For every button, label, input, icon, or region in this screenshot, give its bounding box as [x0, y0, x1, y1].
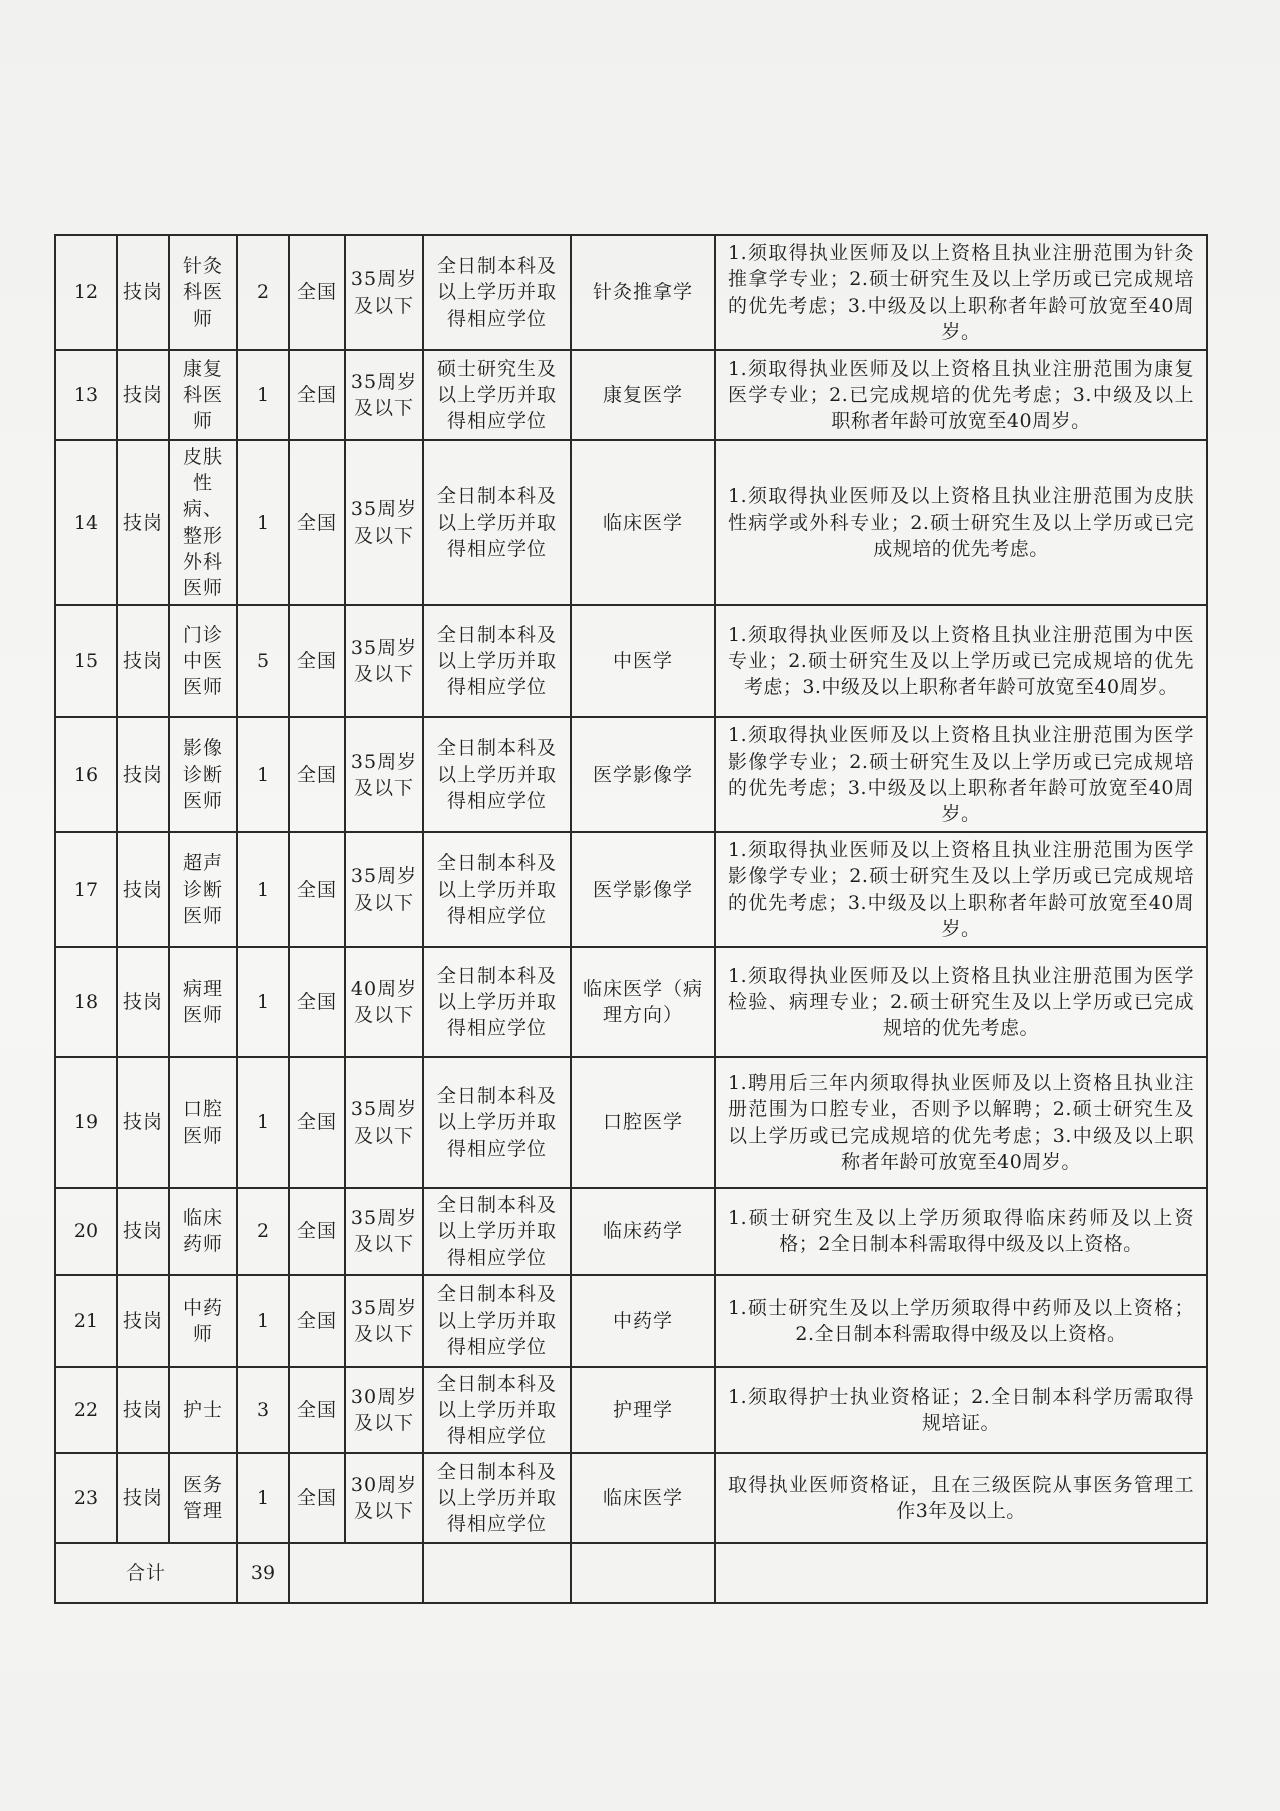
other-requirements: 1.须取得执业医师及以上资格且执业注册范围为康复医学专业；2.已完成规培的优先考虑；3.中级及以上职称者年龄可放宽至40周岁。 — [715, 350, 1207, 440]
post-type: 技岗 — [117, 947, 169, 1057]
empty-cell — [289, 1543, 423, 1603]
age-limit: 30周岁及以下 — [345, 1367, 423, 1454]
position-name: 口腔医师 — [169, 1057, 237, 1188]
row-number: 14 — [55, 440, 117, 605]
age-limit: 30周岁及以下 — [345, 1453, 423, 1543]
hire-count: 3 — [237, 1367, 289, 1454]
position-name: 中药师 — [169, 1275, 237, 1367]
total-row — [55, 1543, 1207, 1603]
major: 临床医学（病理方向） — [571, 947, 715, 1057]
recruit-scope: 全国 — [289, 717, 345, 832]
recruit-scope: 全国 — [289, 1188, 345, 1275]
age-limit: 35周岁及以下 — [345, 1057, 423, 1188]
table-row — [55, 1367, 1207, 1454]
age-limit: 35周岁及以下 — [345, 717, 423, 832]
row-number: 19 — [55, 1057, 117, 1188]
recruitment-table — [54, 234, 1208, 1604]
recruit-scope: 全国 — [289, 605, 345, 717]
education-requirement: 全日制本科及以上学历并取得相应学位 — [423, 605, 571, 717]
post-type: 技岗 — [117, 717, 169, 832]
row-number: 20 — [55, 1188, 117, 1275]
education-requirement: 全日制本科及以上学历并取得相应学位 — [423, 1275, 571, 1367]
table-row — [55, 1275, 1207, 1367]
other-requirements: 1.须取得执业医师及以上资格且执业注册范围为医学影像学专业；2.硕士研究生及以上学历或已完成规培的优先考虑；3.中级及以上职称者年龄可放宽至40周岁。 — [715, 717, 1207, 832]
empty-cell — [423, 1543, 571, 1603]
recruit-scope: 全国 — [289, 235, 345, 350]
row-number: 22 — [55, 1367, 117, 1454]
age-limit: 40周岁及以下 — [345, 947, 423, 1057]
position-name: 门诊中医医师 — [169, 605, 237, 717]
table-row — [55, 717, 1207, 832]
other-requirements: 1.须取得执业医师及以上资格且执业注册范围为医学影像学专业；2.硕士研究生及以上学历或已完成规培的优先考虑；3.中级及以上职称者年龄可放宽至40周岁。 — [715, 832, 1207, 947]
recruit-scope: 全国 — [289, 832, 345, 947]
age-limit: 35周岁及以下 — [345, 440, 423, 605]
empty-cell — [715, 1543, 1207, 1603]
position-name: 医务管理 — [169, 1453, 237, 1543]
hire-count: 5 — [237, 605, 289, 717]
hire-count: 1 — [237, 1057, 289, 1188]
total-count: 39 — [237, 1543, 289, 1603]
other-requirements: 1.须取得执业医师及以上资格且执业注册范围为皮肤性病学或外科专业；2.硕士研究生及以上学历或已完成规培的优先考虑。 — [715, 440, 1207, 605]
hire-count: 1 — [237, 1453, 289, 1543]
recruit-scope: 全国 — [289, 350, 345, 440]
major: 医学影像学 — [571, 717, 715, 832]
other-requirements: 1.聘用后三年内须取得执业医师及以上资格且执业注册范围为口腔专业，否则予以解聘；2.硕士研究生及以上学历或已完成规培的优先考虑；3.中级及以上职称者年龄可放宽至40周岁。 — [715, 1057, 1207, 1188]
table-row — [55, 832, 1207, 947]
other-requirements: 1.硕士研究生及以上学历须取得中药师及以上资格；2.全日制本科需取得中级及以上资格。 — [715, 1275, 1207, 1367]
education-requirement: 全日制本科及以上学历并取得相应学位 — [423, 1367, 571, 1454]
other-requirements: 1.硕士研究生及以上学历须取得临床药师及以上资格；2全日制本科需取得中级及以上资格。 — [715, 1188, 1207, 1275]
education-requirement: 全日制本科及以上学历并取得相应学位 — [423, 1057, 571, 1188]
age-limit: 35周岁及以下 — [345, 235, 423, 350]
other-requirements: 1.须取得执业医师及以上资格且执业注册范围为中医专业；2.硕士研究生及以上学历或已完成规培的优先考虑；3.中级及以上职称者年龄可放宽至40周岁。 — [715, 605, 1207, 717]
table-row — [55, 350, 1207, 440]
position-name: 康复科医师 — [169, 350, 237, 440]
table-row — [55, 1188, 1207, 1275]
total-label: 合计 — [55, 1543, 237, 1603]
other-requirements: 1.须取得护士执业资格证；2.全日制本科学历需取得规培证。 — [715, 1367, 1207, 1454]
hire-count: 1 — [237, 832, 289, 947]
education-requirement: 全日制本科及以上学历并取得相应学位 — [423, 1188, 571, 1275]
recruit-scope: 全国 — [289, 1367, 345, 1454]
hire-count: 1 — [237, 350, 289, 440]
age-limit: 35周岁及以下 — [345, 1188, 423, 1275]
row-number: 13 — [55, 350, 117, 440]
recruit-scope: 全国 — [289, 947, 345, 1057]
table-row — [55, 235, 1207, 350]
post-type: 技岗 — [117, 1367, 169, 1454]
major: 医学影像学 — [571, 832, 715, 947]
table-row — [55, 1057, 1207, 1188]
table-row — [55, 947, 1207, 1057]
position-name: 超声诊断医师 — [169, 832, 237, 947]
recruit-scope: 全国 — [289, 1453, 345, 1543]
recruit-scope: 全国 — [289, 1057, 345, 1188]
major: 中药学 — [571, 1275, 715, 1367]
recruit-scope: 全国 — [289, 440, 345, 605]
position-name: 病理医师 — [169, 947, 237, 1057]
age-limit: 35周岁及以下 — [345, 605, 423, 717]
row-number: 15 — [55, 605, 117, 717]
major: 临床药学 — [571, 1188, 715, 1275]
row-number: 18 — [55, 947, 117, 1057]
position-name: 针灸科医师 — [169, 235, 237, 350]
hire-count: 2 — [237, 1188, 289, 1275]
major: 针灸推拿学 — [571, 235, 715, 350]
post-type: 技岗 — [117, 1188, 169, 1275]
row-number: 12 — [55, 235, 117, 350]
post-type: 技岗 — [117, 1275, 169, 1367]
post-type: 技岗 — [117, 1453, 169, 1543]
major: 临床医学 — [571, 1453, 715, 1543]
recruit-scope: 全国 — [289, 1275, 345, 1367]
table-row — [55, 605, 1207, 717]
major: 口腔医学 — [571, 1057, 715, 1188]
education-requirement: 硕士研究生及以上学历并取得相应学位 — [423, 350, 571, 440]
education-requirement: 全日制本科及以上学历并取得相应学位 — [423, 1453, 571, 1543]
other-requirements: 1.须取得执业医师及以上资格且执业注册范围为针灸推拿学专业；2.硕士研究生及以上学历或已完成规培的优先考虑；3.中级及以上职称者年龄可放宽至40周岁。 — [715, 235, 1207, 350]
row-number: 17 — [55, 832, 117, 947]
position-name: 临床药师 — [169, 1188, 237, 1275]
post-type: 技岗 — [117, 350, 169, 440]
post-type: 技岗 — [117, 1057, 169, 1188]
post-type: 技岗 — [117, 440, 169, 605]
age-limit: 35周岁及以下 — [345, 350, 423, 440]
empty-cell — [571, 1543, 715, 1603]
major: 临床医学 — [571, 440, 715, 605]
education-requirement: 全日制本科及以上学历并取得相应学位 — [423, 440, 571, 605]
post-type: 技岗 — [117, 235, 169, 350]
post-type: 技岗 — [117, 605, 169, 717]
age-limit: 35周岁及以下 — [345, 1275, 423, 1367]
post-type: 技岗 — [117, 832, 169, 947]
row-number: 23 — [55, 1453, 117, 1543]
education-requirement: 全日制本科及以上学历并取得相应学位 — [423, 947, 571, 1057]
education-requirement: 全日制本科及以上学历并取得相应学位 — [423, 235, 571, 350]
other-requirements: 1.须取得执业医师及以上资格且执业注册范围为医学检验、病理专业；2.硕士研究生及以上学历或已完成规培的优先考虑。 — [715, 947, 1207, 1057]
position-name: 皮肤性病、整形外科医师 — [169, 440, 237, 605]
age-limit: 35周岁及以下 — [345, 832, 423, 947]
position-name: 影像诊断医师 — [169, 717, 237, 832]
hire-count: 1 — [237, 717, 289, 832]
other-requirements: 取得执业医师资格证，且在三级医院从事医务管理工作3年及以上。 — [715, 1453, 1207, 1543]
hire-count: 2 — [237, 235, 289, 350]
row-number: 21 — [55, 1275, 117, 1367]
major: 护理学 — [571, 1367, 715, 1454]
row-number: 16 — [55, 717, 117, 832]
education-requirement: 全日制本科及以上学历并取得相应学位 — [423, 717, 571, 832]
education-requirement: 全日制本科及以上学历并取得相应学位 — [423, 832, 571, 947]
major: 康复医学 — [571, 350, 715, 440]
hire-count: 1 — [237, 947, 289, 1057]
hire-count: 1 — [237, 440, 289, 605]
table-row — [55, 1453, 1207, 1543]
hire-count: 1 — [237, 1275, 289, 1367]
position-name: 护士 — [169, 1367, 237, 1454]
table-row — [55, 440, 1207, 605]
major: 中医学 — [571, 605, 715, 717]
